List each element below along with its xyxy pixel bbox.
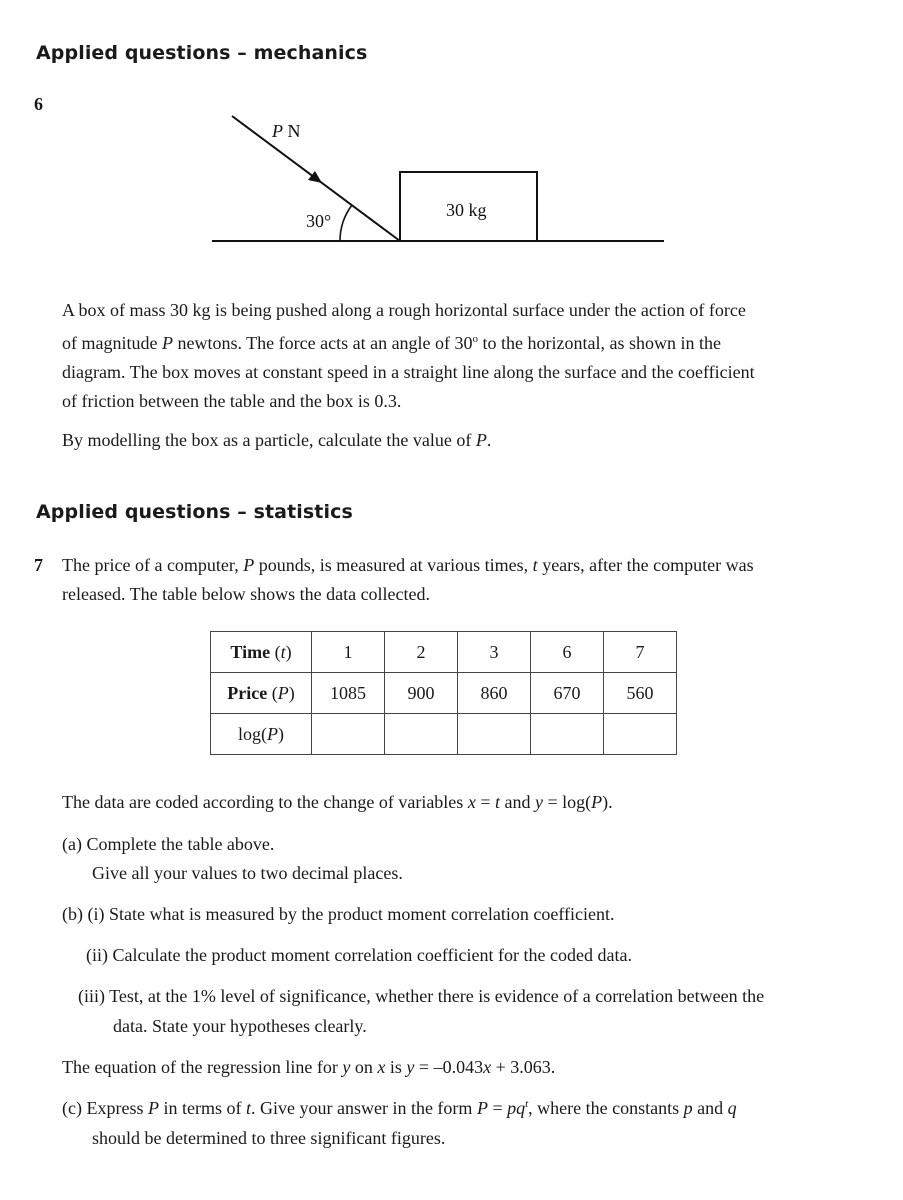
para-line: diagram. The box moves at constant speed in a straight line along the surface and the coefficient	[62, 362, 755, 382]
para-line: A box of mass 30 kg is being pushed along a rough horizontal surface under the action of force	[62, 300, 746, 320]
question-a: (a) Complete the table above.	[62, 834, 275, 854]
row-header-log: log(P)	[211, 714, 312, 755]
regression-statement: The equation of the regression line for y on x is y = –0.043x + 3.063.	[62, 1057, 556, 1077]
para-line: of friction between the table and the box is 0.3.	[62, 391, 402, 411]
row-header-price: Price (P)	[211, 673, 312, 714]
table-cell-empty[interactable]	[531, 714, 604, 755]
table-cell-empty[interactable]	[385, 714, 458, 755]
table-cell: 1085	[312, 673, 385, 714]
mechanics-paragraph	[62, 296, 755, 416]
para-line: The price of a computer, P pounds, is measured at various times, t years, after the computer was	[62, 555, 754, 575]
para-line: released. The table below shows the data collected.	[62, 584, 431, 604]
table-row-time	[211, 632, 677, 673]
question-a-line2: Give all your values to two decimal places.	[92, 863, 403, 883]
question-c-line2: should be determined to three significant figures.	[92, 1128, 446, 1148]
table-cell: 3	[458, 632, 531, 673]
table-cell: 6	[531, 632, 604, 673]
force-label: P N	[272, 121, 301, 141]
section-heading-mechanics: Applied questions – mechanics	[36, 42, 368, 64]
statistics-intro	[62, 551, 754, 609]
question-number-7: 7	[34, 555, 43, 575]
table-cell: 860	[458, 673, 531, 714]
para-line: of magnitude P newtons. The force acts at an angle of 30$^o$ to the horizontal, as shown in the	[62, 333, 722, 353]
table-cell-empty[interactable]	[312, 714, 385, 755]
table-cell: 560	[604, 673, 677, 714]
table-cell: 1	[312, 632, 385, 673]
question-b-ii: (ii) Calculate the product moment correlation coefficient for the coded data.	[86, 945, 632, 965]
table-cell: 670	[531, 673, 604, 714]
table-row-price	[211, 673, 677, 714]
section-heading-statistics: Applied questions – statistics	[36, 501, 353, 523]
angle-label: 30°	[306, 211, 332, 231]
question-c: (c) Express P in terms of t. Give your answer in the form $P = pq^t$, where the constants p and q	[62, 1098, 737, 1118]
question-number-6: 6	[34, 94, 43, 114]
coding-statement: The data are coded according to the change of variables x = t and y = log(P).	[62, 792, 613, 812]
question-b-i: (b) (i) State what is measured by the product moment correlation coefficient.	[62, 904, 615, 924]
force-arrowhead	[308, 171, 322, 183]
data-table	[210, 631, 677, 755]
question-b-iii: (iii) Test, at the 1% level of significance, whether there is evidence of a correlation between the	[78, 986, 765, 1006]
table-cell: 900	[385, 673, 458, 714]
question-b-iii-line2: data. State your hypotheses clearly.	[113, 1016, 367, 1036]
row-header-time: Time (t)	[211, 632, 312, 673]
table-cell-empty[interactable]	[604, 714, 677, 755]
table-cell-empty[interactable]	[458, 714, 531, 755]
angle-arc	[340, 205, 352, 241]
mechanics-task: By modelling the box as a particle, calculate the value of P.	[62, 430, 492, 450]
table-row-log	[211, 714, 677, 755]
table-cell: 7	[604, 632, 677, 673]
table-cell: 2	[385, 632, 458, 673]
box-mass-label: 30 kg	[446, 200, 487, 220]
force-diagram	[0, 0, 903, 260]
